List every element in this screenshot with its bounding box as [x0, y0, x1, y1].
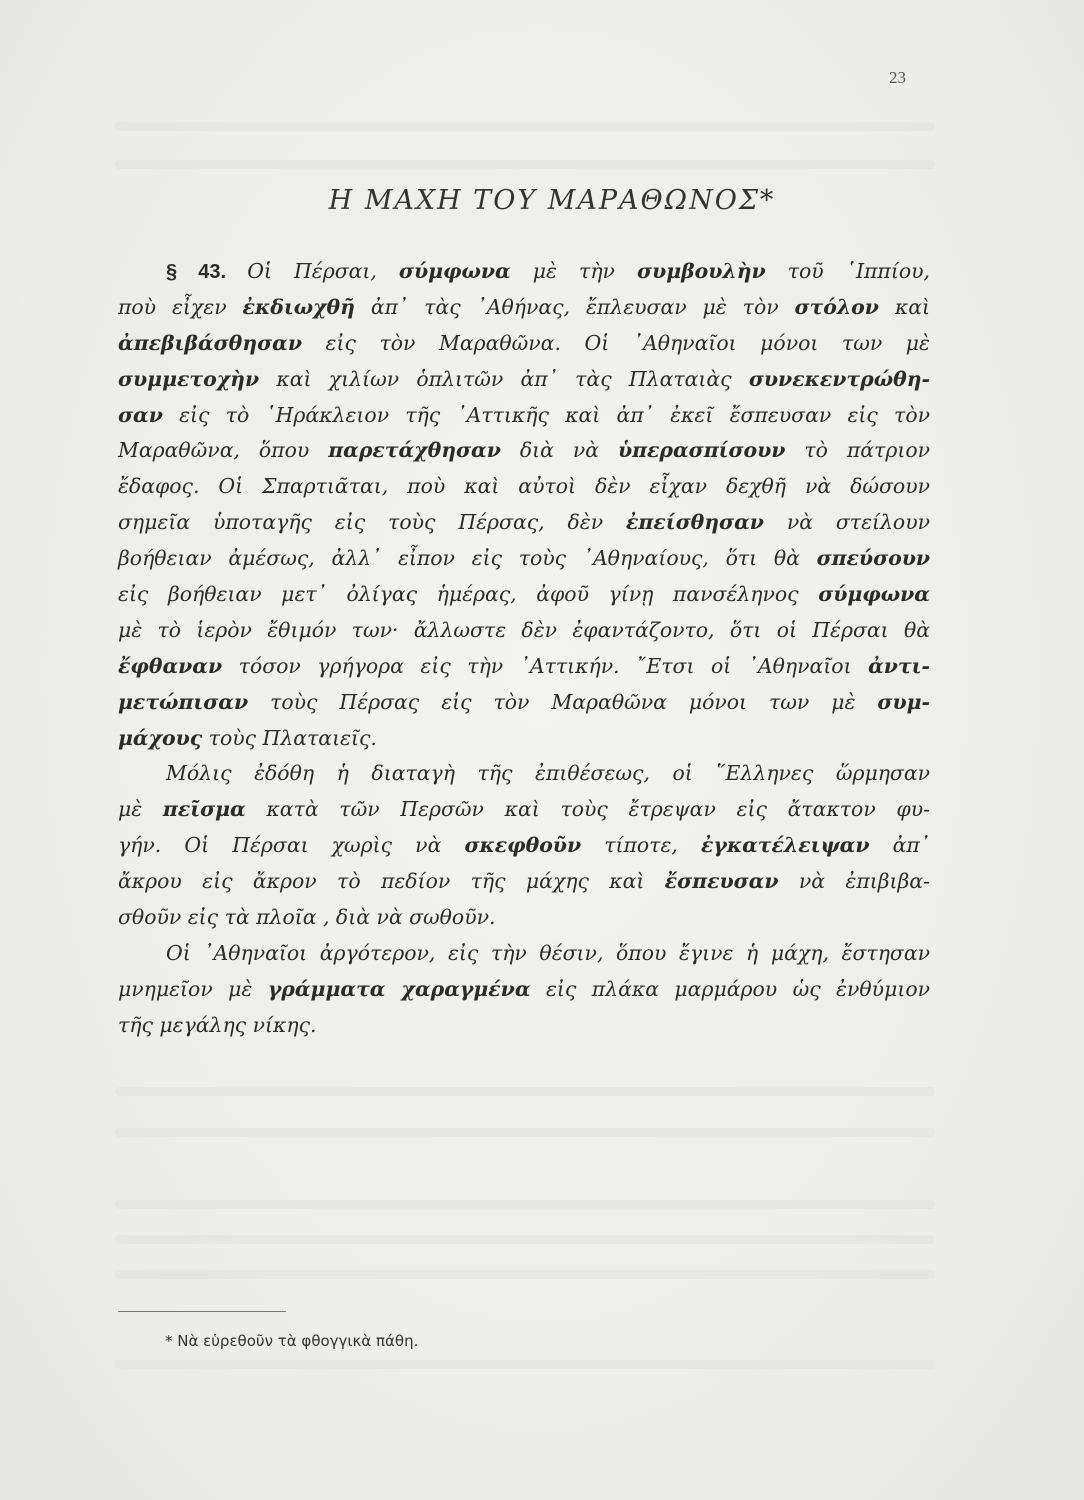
text-line	[118, 649, 930, 685]
emphasized-word: μετώπισαν	[118, 689, 249, 714]
emphasized-word: συνεκεντρώθη-	[748, 366, 930, 391]
bleed-through-line	[115, 1200, 935, 1209]
text-run: τῆς μεγάλης νίκης.	[118, 1012, 317, 1037]
emphasized-word: σύμφωνα	[818, 582, 930, 607]
bleed-through-line	[115, 1270, 935, 1279]
emphasized-word: στόλον	[794, 294, 879, 319]
emphasized-word: σπεύσουν	[816, 546, 930, 571]
emphasized-word: γράμματα χαραγμένα	[267, 976, 531, 1001]
text-run: τοὺς Πλαταιεῖς.	[202, 725, 377, 750]
emphasized-word: σκεφθοῦν	[464, 833, 582, 858]
text-run: εἰς τὸ ῾Ηράκλειον τῆς ᾿Αττικῆς καὶ ἀπ᾿ ἐκεῖ ἔσπευσαν εἰς τὸν	[162, 402, 930, 427]
chapter-title: Η ΜΑΧΗ ΤΟΥ ΜΑΡΑΘΩΝΟΣ*	[328, 185, 776, 216]
section-number: § 43.	[166, 261, 248, 283]
text-run: ἀπ᾿	[869, 833, 930, 858]
footnote-divider	[118, 1311, 286, 1312]
text-run: Μόλις ἐδόθη ἡ διαταγὴ τῆς ἐπιθέσεως, οἱ ῞Ελληνες ὥρμησαν	[166, 761, 930, 786]
emphasized-word: ἔφθαναν	[118, 653, 223, 678]
page-number: 23	[889, 68, 906, 87]
text-run: ποὺ εἶχεν	[118, 294, 243, 319]
text-line	[118, 1008, 930, 1044]
text-run: νὰ ἐπιβιβα-	[778, 869, 930, 894]
text-run: διὰ νὰ	[500, 438, 618, 463]
emphasized-word: πεῖσμα	[162, 797, 246, 822]
emphasized-word: μάχους	[118, 725, 203, 750]
text-run: τόσον γρήγορα εἰς τὴν ᾿Αττικήν. ῎Ετσι οἱ ᾿Αθηναῖοι	[222, 653, 869, 678]
footnote: * Νὰ εὑρεθοῦν τὰ φθογγικὰ πάθη.	[165, 1332, 419, 1350]
text-run: τοῦ ῾Ιππίου,	[765, 259, 930, 283]
text-run: τοὺς Πέρσας εἰς τὸν Μαραθῶνα μόνοι των μὲ	[248, 689, 878, 714]
text-run: γήν. Οἱ Πέρσαι χωρὶς νὰ	[118, 833, 465, 858]
text-run: καὶ	[878, 294, 930, 319]
text-run: εἰς πλάκα μαρμάρου ὡς ἐνθύμιον	[530, 976, 930, 1001]
emphasized-word: ἐπείσθησαν	[626, 510, 764, 535]
text-run: καὶ χιλίων ὁπλιτῶν ἀπ᾿ τὰς Πλαταιὰς	[259, 366, 749, 391]
emphasized-word: συμβουλὴν	[637, 259, 766, 283]
emphasized-word: παρετάχθησαν	[328, 438, 501, 463]
body-text	[118, 254, 930, 1044]
text-line	[118, 577, 930, 613]
text-line	[118, 613, 930, 649]
text-run: νὰ στείλουν	[763, 510, 931, 535]
emphasized-word: ἀντι-	[868, 653, 930, 678]
text-run: Οἱ Πέρσαι,	[247, 259, 399, 283]
text-run: μνημεῖον μὲ	[118, 976, 268, 1001]
text-line	[118, 936, 930, 972]
emphasized-word: ἐγκατέλειψαν	[700, 833, 870, 858]
bleed-through-line	[115, 1128, 935, 1137]
text-run: ἔδαφος. Οἱ Σπαρτιᾶται, ποὺ καὶ αὐτοὶ δὲν εἶχαν δεχθῆ νὰ δώσουν	[118, 474, 930, 499]
text-run: Οἱ ᾿Αθηναῖοι ἀργότερον, εἰς τὴν θέσιν, ὅπου ἔγινε ἡ μάχη, ἔστησαν	[166, 940, 930, 965]
emphasized-word: ὑπερασπίσουν	[617, 438, 786, 463]
text-line	[118, 721, 930, 757]
emphasized-word: σαν	[118, 402, 163, 427]
text-run: ἀπ᾿ τὰς ᾿Αθήνας, ἔπλευσαν μὲ τὸν	[354, 294, 795, 319]
text-line	[118, 541, 930, 577]
text-line	[118, 972, 930, 1008]
text-line	[118, 756, 930, 792]
text-line	[118, 362, 930, 398]
text-line	[118, 685, 930, 721]
bleed-through-line	[115, 160, 935, 169]
emphasized-word: σύμφωνα	[398, 259, 511, 283]
text-line	[118, 326, 930, 362]
text-run: σθοῦν εἰς τὰ πλοῖα , διὰ νὰ σωθοῦν.	[118, 905, 496, 930]
bleed-through-line	[115, 1087, 935, 1096]
text-run: εἰς τὸν Μαραθῶνα. Οἱ ᾿Αθηναῖοι μόνοι των μὲ	[301, 330, 930, 355]
text-run: βοήθειαν ἀμέσως, ἀλλ᾿ εἶπον εἰς τοὺς ᾿Αθηναίους, ὅτι θὰ	[118, 546, 817, 571]
text-run: μὲ τὸ ἱερὸν ἔθιμόν των· ἄλλωστε δὲν ἐφαντάζοντο, ὅτι οἱ Πέρσαι θὰ	[118, 617, 930, 642]
text-run: εἰς βοήθειαν μετ᾿ ὀλίγας ἡμέρας, ἀφοῦ γίνῃ πανσέληνος	[118, 582, 819, 607]
emphasized-word: ἔσπευσαν	[664, 869, 779, 894]
text-run: ἄκρου εἰς ἄκρον τὸ πεδίον τῆς μάχης καὶ	[118, 869, 665, 894]
text-line	[118, 828, 930, 864]
emphasized-word: ἀπεβιβάσθησαν	[118, 330, 302, 355]
emphasized-word: συμ-	[877, 689, 930, 714]
text-run: τίποτε,	[581, 833, 701, 858]
text-line	[118, 290, 930, 326]
emphasized-word: ἐκδιωχθῆ	[242, 294, 355, 319]
text-line	[118, 469, 930, 505]
text-run: κατὰ τῶν Περσῶν καὶ τοὺς ἔτρεψαν εἰς ἄτακτον φυ-	[245, 797, 930, 822]
text-line	[118, 254, 930, 290]
text-line	[118, 864, 930, 900]
bleed-through-line	[115, 1235, 935, 1244]
text-line	[118, 505, 930, 541]
text-line	[118, 900, 930, 936]
text-run: μὲ τὴν	[510, 259, 638, 283]
text-line	[118, 792, 930, 828]
emphasized-word: συμμετοχὴν	[118, 366, 260, 391]
bleed-through-line	[115, 1360, 935, 1369]
text-line	[118, 433, 930, 469]
text-run: μὲ	[118, 797, 163, 822]
text-run: Μαραθῶνα, ὅπου	[118, 438, 329, 463]
text-run: τὸ πάτριον	[785, 438, 930, 463]
text-line	[118, 398, 930, 434]
text-run: σημεῖα ὑποταγῆς εἰς τοὺς Πέρσας, δὲν	[118, 510, 627, 535]
bleed-through-line	[115, 122, 935, 131]
